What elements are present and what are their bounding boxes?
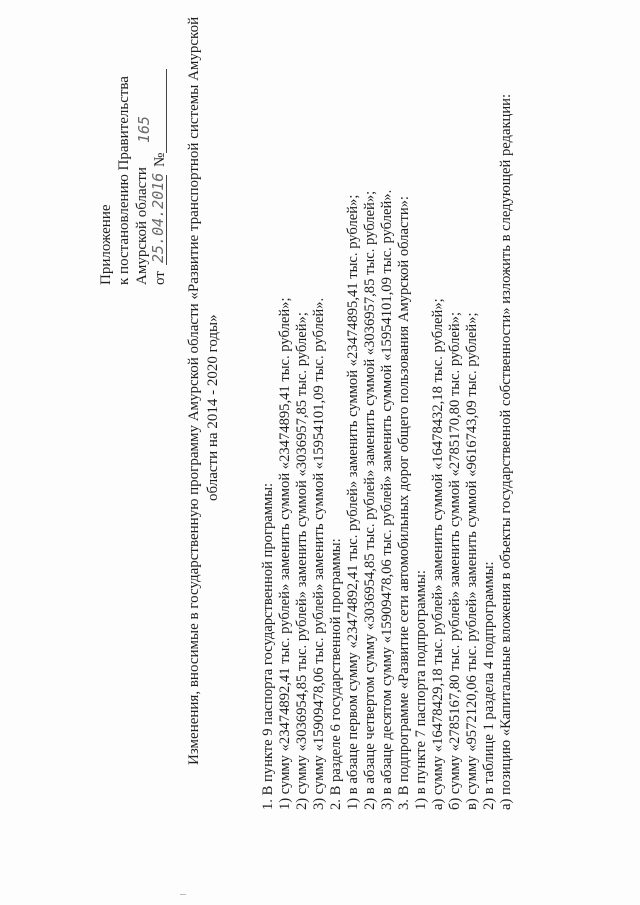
approval-line-1: Приложение xyxy=(98,204,114,285)
body-line: 3) сумму «15909478,06 тыс. рублей» заменить суммой «15954101,09 тыс. рублей». xyxy=(311,297,327,810)
approval-date-prefix: от xyxy=(152,271,168,285)
body-line: 2) в абзаце четвертом сумму «3036954,85 тыс. рублей» заменить суммой «3036957,85 тыс. рублей»; xyxy=(362,190,378,810)
date-underline xyxy=(166,175,167,265)
approval-line-2: к постановлению Правительства xyxy=(116,76,132,285)
approval-number-value: 165 xyxy=(135,115,153,143)
title-line-2: области на 2014 - 2020 годы» xyxy=(205,314,221,501)
body-line: 3. В подпрограмме «Развитие сети автомобильных дорог общего пользования Амурской области»: xyxy=(396,196,412,810)
body-line: 2) в таблице 1 раздела 4 подпрограммы: xyxy=(481,561,497,810)
body-line: 1) сумму «23474892,41 тыс. рублей» заменить суммой «23474895,41 тыс. рублей»; xyxy=(277,297,293,810)
body-line: 2. В разделе 6 государственной программы: xyxy=(328,538,344,810)
scan-speck xyxy=(180,894,186,895)
body-line: 1. В пункте 9 паспорта государственной программы: xyxy=(260,482,276,810)
body-line: б) сумму «2785167,80 тыс. рублей» заменить суммой «2785170,80 тыс. рублей»; xyxy=(447,311,463,810)
body-line: 1) в абзаце первом сумму «23474892,41 тыс. рублей» заменить суммой «23474895,41 тыс. рублей»; xyxy=(345,194,361,810)
number-underline xyxy=(166,69,167,153)
body-line: 2) сумму «3036954,85 тыс. рублей» заменить суммой «3036957,85 тыс. рублей»; xyxy=(294,312,310,810)
body-line: 1) в пункте 7 паспорта подпрограммы: xyxy=(413,570,429,810)
approval-number-prefix: № xyxy=(152,152,168,167)
approval-date-value: 25.04.2016 xyxy=(149,172,167,263)
body-line: 3) в абзаце десятом сумму «15909478,06 тыс. рублей» заменить суммой «15954101,09 тыс. рублей». xyxy=(379,189,395,810)
approval-line-3: Амурской области xyxy=(134,167,150,285)
body-line: а) сумму «16478429,18 тыс. рублей» заменить суммой «16478432,18 тыс. рублей»; xyxy=(430,298,446,810)
title-line-1: Изменения, вносимые в государственную программу Амурской области «Развитие транспортной системы Амурской xyxy=(186,16,202,765)
body-line: в) сумму «9572120,06 тыс. рублей» заменить суммой «9616743,09 тыс. рублей»; xyxy=(464,312,480,810)
body-line: а) позицию «Капитальные вложения в объекты государственной собственности» изложить в следующей редакции: xyxy=(498,93,514,810)
